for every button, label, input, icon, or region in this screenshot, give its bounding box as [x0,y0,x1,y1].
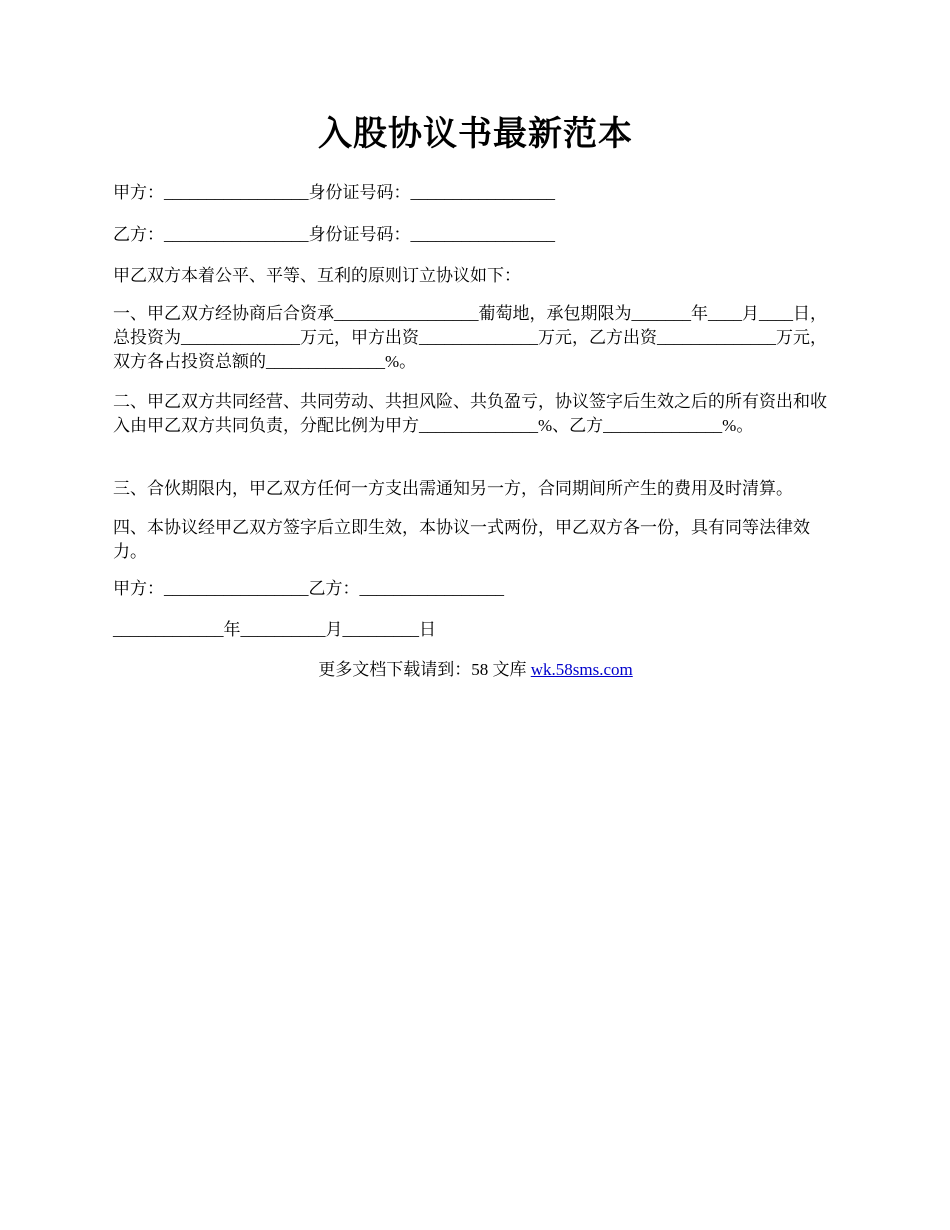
clause-1-paragraph: 一、甲乙双方经协商后合资承_________________葡萄地，承包期限为_______年____月____日，总投资为______________万元，甲方出资______________万元，乙方出资______________万元，双方各占投资总额的______________%。 [113,304,827,371]
clause-2-paragraph: 二、甲乙双方共同经营、共同劳动、共担风险、共负盈亏，协议签字后生效之后的所有资出和收入由甲乙双方共同负责，分配比例为甲方______________%、乙方______________%。 [113,392,827,435]
signature-line: 甲方：_________________乙方：_________________ [113,579,504,598]
page-title: 入股协议书最新范本 [318,116,633,153]
party-a-line: 甲方：_________________身份证号码：_________________ [113,183,555,202]
footer-text: 更多文档下载请到：58 文库 [318,660,531,679]
intro-paragraph: 甲乙双方本着公平、平等、互利的原则订立协议如下： [113,266,521,285]
date-line: _____________年__________月_________日 [113,620,436,639]
clause-3-paragraph: 三、合伙期限内，甲乙双方任何一方支出需通知另一方，合同期间所产生的费用及时清算。 [113,479,793,498]
footer-link[interactable]: wk.58sms.com [530,660,633,679]
party-b-line: 乙方：_________________身份证号码：_________________ [113,225,555,244]
footer [113,658,838,682]
clause-4-paragraph: 四、本协议经甲乙双方签字后立即生效，本协议一式两份，甲乙双方各一份，具有同等法律效力。 [113,518,810,561]
